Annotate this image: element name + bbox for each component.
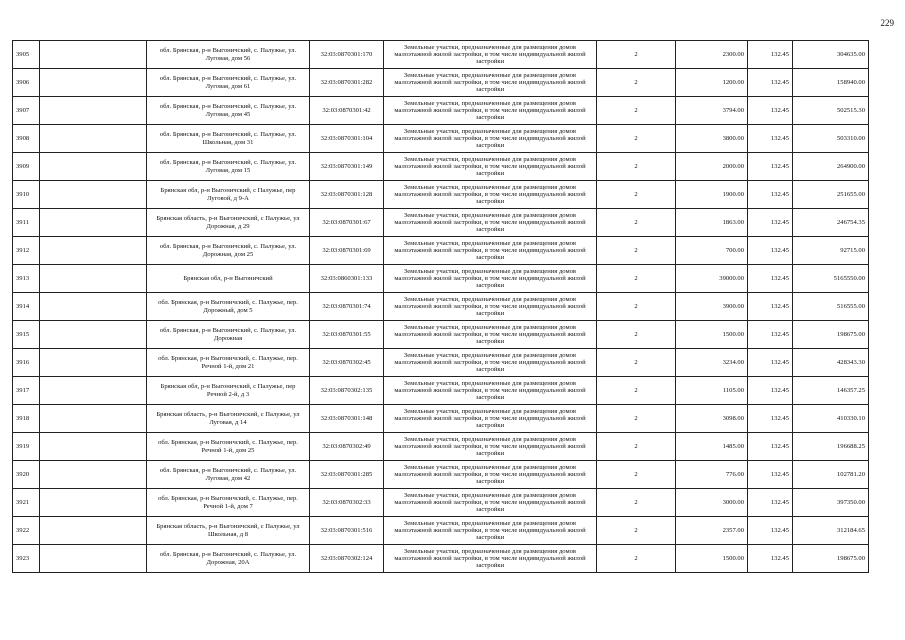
- cadastral-number-cell: 32:03:0870301:128: [310, 181, 384, 209]
- land-use-cell: Земельные участки, предназначенные для размещения домов малоэтажной жилой застройки, в том числе индивидуальной жилой застройки: [384, 69, 597, 97]
- address-cell: Брянская обл, р-н Выгоничский, с Палужье, пер Речной 2-й, д 3: [147, 377, 310, 405]
- category-cell: 2: [597, 461, 676, 489]
- category-cell: 2: [597, 181, 676, 209]
- table-row: [13, 265, 869, 293]
- land-use-cell: Земельные участки, предназначенные для размещения домов малоэтажной жилой застройки, в том числе индивидуальной жилой застройки: [384, 293, 597, 321]
- address-cell: обл. Брянская, р-н Выгоничский, с. Палужье, пер. Речной 1-й, дом 21: [147, 349, 310, 377]
- address-cell: обл. Брянская, р-н Выгоничский, с. Палужье, ул. Луговая, дом 61: [147, 69, 310, 97]
- category-cell: 2: [597, 125, 676, 153]
- address-cell: Брянская обл, р-н Выгоничский, с Палужье, пер Луговой, д 9-А: [147, 181, 310, 209]
- cadastral-number-cell: 32:03:0870301:149: [310, 153, 384, 181]
- land-use-cell: Земельные участки, предназначенные для размещения домов малоэтажной жилой застройки, в том числе индивидуальной жилой застройки: [384, 405, 597, 433]
- category-cell: 2: [597, 517, 676, 545]
- table-body: [13, 41, 869, 573]
- table-row: [13, 237, 869, 265]
- address-cell: обл. Брянская, р-н Выгоничский, с. Палужье, ул. Дорожная, дом 25: [147, 237, 310, 265]
- cadastral-value-cell: 196688.25: [793, 433, 869, 461]
- area-cell: 1485.00: [676, 433, 748, 461]
- category-cell: 2: [597, 237, 676, 265]
- table-row: [13, 433, 869, 461]
- row-number-cell: 3920: [13, 461, 40, 489]
- cadastral-value-cell: 410330.10: [793, 405, 869, 433]
- area-cell: 776.00: [676, 461, 748, 489]
- land-use-cell: Земельные участки, предназначенные для размещения домов малоэтажной жилой застройки, в том числе индивидуальной жилой застройки: [384, 461, 597, 489]
- rate-cell: 132.45: [748, 237, 793, 265]
- address-cell: Брянская область, р-н Выгоничский, с Палужье, ул Школьная, д 8: [147, 517, 310, 545]
- land-use-cell: Земельные участки, предназначенные для размещения домов малоэтажной жилой застройки, в том числе индивидуальной жилой застройки: [384, 433, 597, 461]
- category-cell: 2: [597, 545, 676, 573]
- address-cell: обл. Брянская, р-н Выгоничский, с. Палужье, ул. Луговая, дом 56: [147, 41, 310, 69]
- row-number-cell: 3916: [13, 349, 40, 377]
- table-row: [13, 69, 869, 97]
- row-number-cell: 3921: [13, 489, 40, 517]
- cadastral-value-cell: 102781.20: [793, 461, 869, 489]
- cadastral-value-cell: 158940.00: [793, 69, 869, 97]
- rate-cell: 132.45: [748, 321, 793, 349]
- address-cell: Брянская область, р-н Выгоничский, с Палужье, ул Дорожная, д 29: [147, 209, 310, 237]
- row-number-cell: 3905: [13, 41, 40, 69]
- rate-cell: 132.45: [748, 41, 793, 69]
- blank-cell: [40, 433, 147, 461]
- table-row: [13, 321, 869, 349]
- blank-cell: [40, 153, 147, 181]
- rate-cell: 132.45: [748, 377, 793, 405]
- land-use-cell: Земельные участки, предназначенные для размещения домов малоэтажной жилой застройки, в том числе индивидуальной жилой застройки: [384, 265, 597, 293]
- land-use-cell: Земельные участки, предназначенные для размещения домов малоэтажной жилой застройки, в том числе индивидуальной жилой застройки: [384, 237, 597, 265]
- table-row: [13, 405, 869, 433]
- area-cell: 2300.00: [676, 41, 748, 69]
- address-cell: обл. Брянская, р-н Выгоничский, с. Палужье, ул. Дорожная, 20А: [147, 545, 310, 573]
- category-cell: 2: [597, 321, 676, 349]
- land-register-table: [12, 40, 869, 573]
- blank-cell: [40, 97, 147, 125]
- land-use-cell: Земельные участки, предназначенные для размещения домов малоэтажной жилой застройки, в том числе индивидуальной жилой застройки: [384, 125, 597, 153]
- category-cell: 2: [597, 41, 676, 69]
- category-cell: 2: [597, 349, 676, 377]
- category-cell: 2: [597, 293, 676, 321]
- cadastral-number-cell: 32:03:0870301:148: [310, 405, 384, 433]
- rate-cell: 132.45: [748, 97, 793, 125]
- address-cell: обл. Брянская, р-н Выгоничский, с. Палужье, ул. Луговая, дом 45: [147, 97, 310, 125]
- cadastral-number-cell: 32:03:0870301:69: [310, 237, 384, 265]
- cadastral-number-cell: 32:03:0870301:516: [310, 517, 384, 545]
- cadastral-number-cell: 32:03:0870301:74: [310, 293, 384, 321]
- table-row: [13, 377, 869, 405]
- row-number-cell: 3923: [13, 545, 40, 573]
- rate-cell: 132.45: [748, 69, 793, 97]
- rate-cell: 132.45: [748, 265, 793, 293]
- address-cell: Брянская обл, р-н Выгоничский: [147, 265, 310, 293]
- area-cell: 1500.00: [676, 545, 748, 573]
- blank-cell: [40, 489, 147, 517]
- cadastral-value-cell: 304635.00: [793, 41, 869, 69]
- rate-cell: 132.45: [748, 433, 793, 461]
- land-use-cell: Земельные участки, предназначенные для размещения домов малоэтажной жилой застройки, в том числе индивидуальной жилой застройки: [384, 97, 597, 125]
- rate-cell: 132.45: [748, 153, 793, 181]
- rate-cell: 132.45: [748, 489, 793, 517]
- row-number-cell: 3918: [13, 405, 40, 433]
- blank-cell: [40, 265, 147, 293]
- land-use-cell: Земельные участки, предназначенные для размещения домов малоэтажной жилой застройки, в том числе индивидуальной жилой застройки: [384, 517, 597, 545]
- row-number-cell: 3917: [13, 377, 40, 405]
- table-row: [13, 209, 869, 237]
- cadastral-number-cell: 32:03:0870301:285: [310, 461, 384, 489]
- area-cell: 3098.00: [676, 405, 748, 433]
- rate-cell: 132.45: [748, 125, 793, 153]
- row-number-cell: 3909: [13, 153, 40, 181]
- land-use-cell: Земельные участки, предназначенные для размещения домов малоэтажной жилой застройки, в том числе индивидуальной жилой застройки: [384, 153, 597, 181]
- row-number-cell: 3919: [13, 433, 40, 461]
- table-row: [13, 41, 869, 69]
- page-number: 229: [880, 18, 894, 28]
- cadastral-value-cell: 92715.00: [793, 237, 869, 265]
- cadastral-number-cell: 32:03:0870301:55: [310, 321, 384, 349]
- row-number-cell: 3922: [13, 517, 40, 545]
- category-cell: 2: [597, 209, 676, 237]
- cadastral-number-cell: 32:03:0870301:104: [310, 125, 384, 153]
- address-cell: обл. Брянская, р-н Выгоничский, с. Палужье, пер. Речной 1-й, дом 7: [147, 489, 310, 517]
- category-cell: 2: [597, 405, 676, 433]
- land-use-cell: Земельные участки, предназначенные для размещения домов малоэтажной жилой застройки, в том числе индивидуальной жилой застройки: [384, 209, 597, 237]
- area-cell: 3794.00: [676, 97, 748, 125]
- blank-cell: [40, 293, 147, 321]
- category-cell: 2: [597, 97, 676, 125]
- address-cell: обл. Брянская, р-н Выгоничский, с. Палужье, ул. Луговая, дом 42: [147, 461, 310, 489]
- area-cell: 3900.00: [676, 293, 748, 321]
- category-cell: 2: [597, 377, 676, 405]
- land-use-cell: Земельные участки, предназначенные для размещения домов малоэтажной жилой застройки, в том числе индивидуальной жилой застройки: [384, 489, 597, 517]
- blank-cell: [40, 69, 147, 97]
- table-row: [13, 489, 869, 517]
- address-cell: обл. Брянская, р-н Выгоничский, с. Палужье, пер. Дорожный, дом 5: [147, 293, 310, 321]
- blank-cell: [40, 237, 147, 265]
- cadastral-value-cell: 397350.00: [793, 489, 869, 517]
- land-use-cell: Земельные участки, предназначенные для размещения домов малоэтажной жилой застройки, в том числе индивидуальной жилой застройки: [384, 181, 597, 209]
- rate-cell: 132.45: [748, 181, 793, 209]
- blank-cell: [40, 41, 147, 69]
- land-use-cell: Земельные участки, предназначенные для размещения домов малоэтажной жилой застройки, в том числе индивидуальной жилой застройки: [384, 545, 597, 573]
- cadastral-number-cell: 32:03:0870302:124: [310, 545, 384, 573]
- cadastral-number-cell: 32:03:0870302:135: [310, 377, 384, 405]
- cadastral-number-cell: 32:03:0860301:133: [310, 265, 384, 293]
- blank-cell: [40, 209, 147, 237]
- table-row: [13, 545, 869, 573]
- cadastral-value-cell: 198675.00: [793, 321, 869, 349]
- area-cell: 39000.00: [676, 265, 748, 293]
- blank-cell: [40, 181, 147, 209]
- table-row: [13, 461, 869, 489]
- area-cell: 3234.00: [676, 349, 748, 377]
- row-number-cell: 3911: [13, 209, 40, 237]
- cadastral-value-cell: 502515.30: [793, 97, 869, 125]
- table-row: [13, 125, 869, 153]
- cadastral-number-cell: 32:03:0870301:282: [310, 69, 384, 97]
- category-cell: 2: [597, 153, 676, 181]
- table-row: [13, 97, 869, 125]
- rate-cell: 132.45: [748, 517, 793, 545]
- area-cell: 2000.00: [676, 153, 748, 181]
- land-use-cell: Земельные участки, предназначенные для размещения домов малоэтажной жилой застройки, в том числе индивидуальной жилой застройки: [384, 321, 597, 349]
- blank-cell: [40, 349, 147, 377]
- table-row: [13, 293, 869, 321]
- cadastral-number-cell: 32:03:0870301:170: [310, 41, 384, 69]
- rate-cell: 132.45: [748, 293, 793, 321]
- blank-cell: [40, 405, 147, 433]
- cadastral-number-cell: 32:03:0870301:42: [310, 97, 384, 125]
- address-cell: обл. Брянская, р-н Выгоничский, с. Палужье, ул. Школьная, дом 31: [147, 125, 310, 153]
- row-number-cell: 3914: [13, 293, 40, 321]
- row-number-cell: 3908: [13, 125, 40, 153]
- blank-cell: [40, 461, 147, 489]
- rate-cell: 132.45: [748, 349, 793, 377]
- area-cell: 3000.00: [676, 489, 748, 517]
- rate-cell: 132.45: [748, 405, 793, 433]
- area-cell: 700.00: [676, 237, 748, 265]
- blank-cell: [40, 321, 147, 349]
- cadastral-value-cell: 198675.00: [793, 545, 869, 573]
- address-cell: обл. Брянская, р-н Выгоничский, с. Палужье, ул. Луговая, дом 15: [147, 153, 310, 181]
- blank-cell: [40, 125, 147, 153]
- cadastral-value-cell: 146357.25: [793, 377, 869, 405]
- row-number-cell: 3907: [13, 97, 40, 125]
- row-number-cell: 3915: [13, 321, 40, 349]
- area-cell: 2357.00: [676, 517, 748, 545]
- cadastral-value-cell: 428343.30: [793, 349, 869, 377]
- cadastral-number-cell: 32:03:0870301:67: [310, 209, 384, 237]
- blank-cell: [40, 377, 147, 405]
- category-cell: 2: [597, 433, 676, 461]
- row-number-cell: 3913: [13, 265, 40, 293]
- area-cell: 1863.00: [676, 209, 748, 237]
- rate-cell: 132.45: [748, 461, 793, 489]
- address-cell: обл. Брянская, р-н Выгоничский, с. Палужье, пер. Речной 1-й, дом 25: [147, 433, 310, 461]
- area-cell: 1900.00: [676, 181, 748, 209]
- cadastral-value-cell: 264900.00: [793, 153, 869, 181]
- rate-cell: 132.45: [748, 545, 793, 573]
- table-row: [13, 153, 869, 181]
- cadastral-number-cell: 32:03:0870302:49: [310, 433, 384, 461]
- rate-cell: 132.45: [748, 209, 793, 237]
- land-use-cell: Земельные участки, предназначенные для размещения домов малоэтажной жилой застройки, в том числе индивидуальной жилой застройки: [384, 349, 597, 377]
- cadastral-value-cell: 251655.00: [793, 181, 869, 209]
- cadastral-value-cell: 516555.00: [793, 293, 869, 321]
- cadastral-value-cell: 246754.35: [793, 209, 869, 237]
- address-cell: обл. Брянская, р-н Выгоничский, с. Палужье, ул. Дорожная: [147, 321, 310, 349]
- table-row: [13, 349, 869, 377]
- cadastral-value-cell: 312184.65: [793, 517, 869, 545]
- address-cell: Брянская область, р-н Выгоничский, с Палужье, ул Луговая, д 14: [147, 405, 310, 433]
- land-use-cell: Земельные участки, предназначенные для размещения домов малоэтажной жилой застройки, в том числе индивидуальной жилой застройки: [384, 377, 597, 405]
- area-cell: 1500.00: [676, 321, 748, 349]
- category-cell: 2: [597, 265, 676, 293]
- blank-cell: [40, 517, 147, 545]
- area-cell: 3800.00: [676, 125, 748, 153]
- area-cell: 1200.00: [676, 69, 748, 97]
- table-row: [13, 181, 869, 209]
- table-row: [13, 517, 869, 545]
- land-use-cell: Земельные участки, предназначенные для размещения домов малоэтажной жилой застройки, в том числе индивидуальной жилой застройки: [384, 41, 597, 69]
- category-cell: 2: [597, 69, 676, 97]
- area-cell: 1105.00: [676, 377, 748, 405]
- cadastral-number-cell: 32:03:0870302:33: [310, 489, 384, 517]
- cadastral-number-cell: 32:03:0870302:45: [310, 349, 384, 377]
- category-cell: 2: [597, 489, 676, 517]
- blank-cell: [40, 545, 147, 573]
- cadastral-value-cell: 5165550.00: [793, 265, 869, 293]
- row-number-cell: 3912: [13, 237, 40, 265]
- row-number-cell: 3906: [13, 69, 40, 97]
- row-number-cell: 3910: [13, 181, 40, 209]
- cadastral-value-cell: 503310.00: [793, 125, 869, 153]
